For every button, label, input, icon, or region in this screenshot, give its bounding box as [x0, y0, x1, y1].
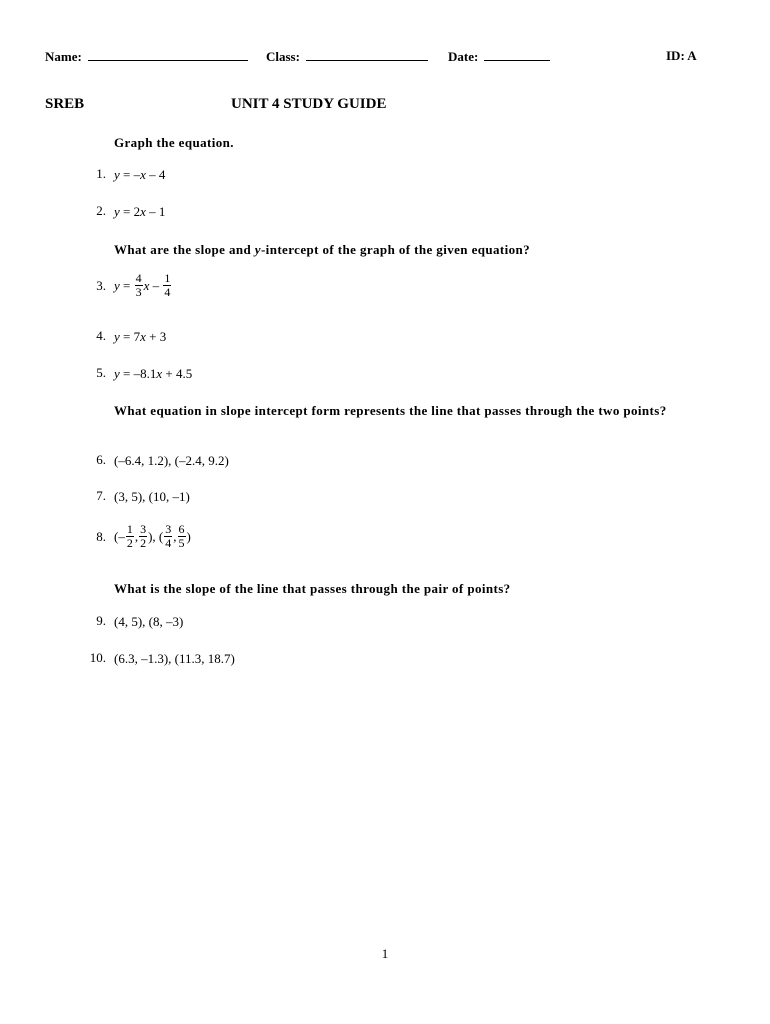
question-number: 7. — [96, 488, 106, 503]
question-text: y = –8.1x + 4.5 — [114, 366, 193, 382]
question-text: (–6.4, 1.2), (–2.4, 9.2) — [114, 453, 229, 469]
fraction — [164, 523, 172, 550]
fraction — [126, 523, 134, 550]
date-blank[interactable] — [484, 48, 550, 61]
point-separator: , — [173, 528, 177, 544]
fraction — [135, 272, 143, 299]
question-text: y = 7x + 3 — [114, 329, 167, 345]
question-number: 10. — [89, 650, 106, 665]
name-blank[interactable] — [88, 48, 248, 61]
question-number: 9. — [96, 613, 106, 628]
id-label: ID: A — [666, 48, 697, 63]
point-separator: , — [134, 528, 139, 544]
fraction-denominator: 4 — [164, 285, 171, 299]
fraction-numerator: 3 — [165, 522, 172, 536]
question-item — [80, 272, 172, 299]
question-text: y = –x – 4 — [114, 167, 166, 183]
name-field-group — [45, 48, 248, 65]
question-text: y = 2x – 1 — [114, 204, 166, 220]
question-item — [80, 452, 229, 469]
section-instruction: What is the slope of the line that passes through the pair of points? — [114, 581, 511, 596]
fraction-denominator: 2 — [126, 536, 133, 550]
class-blank[interactable] — [306, 48, 428, 61]
question-number: 1. — [96, 166, 106, 181]
instruction-suffix: -intercept of the graph of the given equation? — [260, 242, 531, 257]
question-text: (4, 5), (8, –3) — [114, 614, 184, 630]
date-label: Date: — [448, 49, 479, 64]
section-instruction — [114, 241, 530, 258]
fraction — [163, 272, 171, 299]
class-label: Class: — [266, 49, 300, 64]
fraction — [139, 523, 147, 550]
fraction-numerator: 3 — [140, 522, 147, 536]
fraction — [178, 523, 186, 550]
question-number: 2. — [96, 203, 106, 218]
page-number: 1 — [381, 946, 389, 961]
page-title: UNIT 4 STUDY GUIDE — [231, 96, 387, 112]
question-number: 4. — [96, 328, 106, 343]
point-close: ) — [186, 528, 191, 544]
fraction-denominator: 2 — [140, 536, 147, 550]
fraction-numerator: 4 — [135, 271, 142, 285]
date-field-group — [448, 48, 550, 65]
class-field-group — [266, 48, 428, 65]
question-item — [80, 523, 191, 550]
question-mid: x – — [143, 277, 160, 293]
question-item — [80, 488, 190, 505]
fraction-numerator: 6 — [178, 522, 185, 536]
question-item — [80, 650, 235, 667]
point-open: (– — [114, 528, 125, 544]
question-number: 3. — [96, 277, 106, 293]
question-item — [80, 328, 166, 345]
fraction-denominator: 3 — [135, 285, 142, 299]
question-item — [80, 203, 165, 220]
instruction-variable: y — [254, 242, 261, 257]
question-item — [80, 166, 165, 183]
fraction-numerator: 1 — [126, 522, 133, 536]
question-item — [80, 613, 183, 630]
question-text: (3, 5), (10, –1) — [114, 489, 190, 505]
question-number: 6. — [96, 452, 106, 467]
question-number: 8. — [96, 528, 106, 544]
fraction-denominator: 4 — [165, 536, 172, 550]
section-instruction: Graph the equation. — [114, 135, 234, 150]
course-name: SREB — [45, 96, 85, 112]
question-text: (6.3, –1.3), (11.3, 18.7) — [114, 651, 235, 667]
fraction-denominator: 5 — [178, 536, 185, 550]
fraction-numerator: 1 — [164, 271, 171, 285]
question-lhs: y = — [114, 277, 131, 293]
question-item — [80, 365, 192, 382]
question-number: 5. — [96, 365, 106, 380]
instruction-prefix: What are the slope and — [114, 242, 255, 257]
name-label: Name: — [45, 49, 82, 64]
section-instruction: What equation in slope intercept form represents the line that passes through the two points? — [114, 403, 667, 418]
point-close: ), ( — [148, 528, 164, 544]
